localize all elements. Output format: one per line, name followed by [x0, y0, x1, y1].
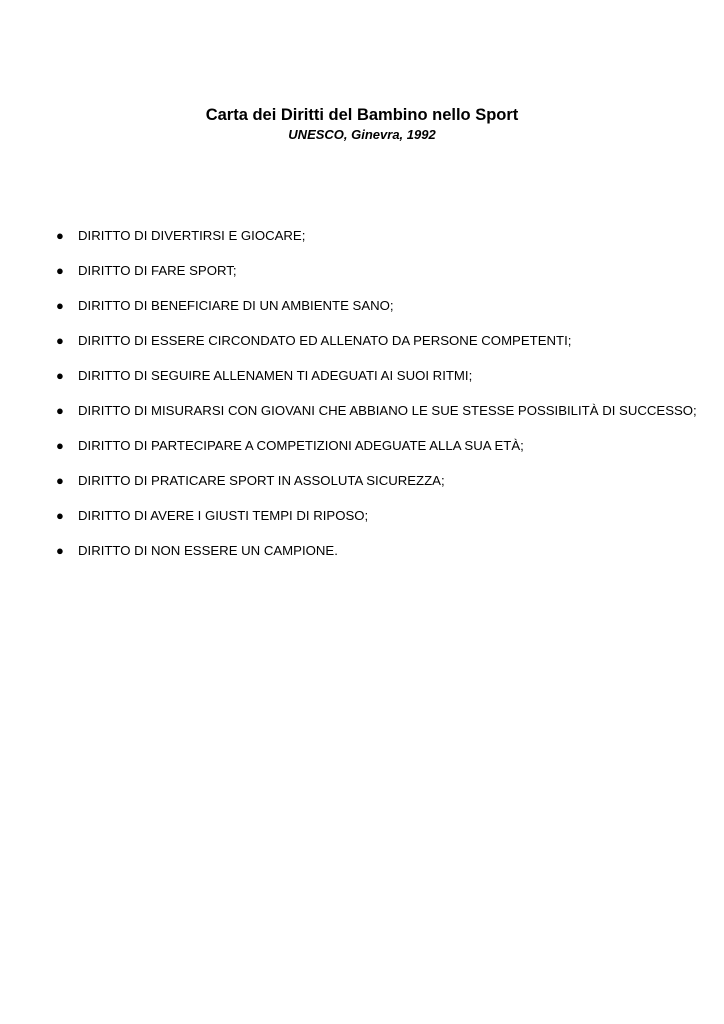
list-item — [0, 358, 724, 393]
list-item — [0, 218, 724, 253]
list-item — [0, 323, 724, 358]
rights-list — [0, 218, 724, 568]
bullet-icon: ● — [56, 333, 64, 348]
bullet-icon: ● — [56, 298, 64, 313]
list-item — [0, 428, 724, 463]
bullet-icon: ● — [56, 543, 64, 558]
bullet-icon: ● — [56, 473, 64, 488]
list-item — [0, 288, 724, 323]
right-text: DIRITTO DI PARTECIPARE A COMPETIZIONI ADEGUATE ALLA SUA ETÀ; — [78, 438, 524, 453]
bullet-icon: ● — [56, 508, 64, 523]
right-text: DIRITTO DI DIVERTIRSI E GIOCARE; — [78, 228, 306, 243]
right-text: DIRITTO DI FARE SPORT; — [78, 263, 237, 278]
right-text: DIRITTO DI NON ESSERE UN CAMPIONE. — [78, 543, 338, 558]
right-text: DIRITTO DI MISURARSI CON GIOVANI CHE ABBIANO LE SUE STESSE POSSIBILITÀ DI SUCCESSO; — [78, 403, 697, 418]
right-text: DIRITTO DI PRATICARE SPORT IN ASSOLUTA SICUREZZA; — [78, 473, 445, 488]
list-item — [0, 463, 724, 498]
right-text: DIRITTO DI ESSERE CIRCONDATO ED ALLENATO DA PERSONE COMPETENTI; — [78, 333, 572, 348]
list-item — [0, 253, 724, 288]
bullet-icon: ● — [56, 263, 64, 278]
bullet-icon: ● — [56, 228, 64, 243]
right-text: DIRITTO DI SEGUIRE ALLENAMEN TI ADEGUATI AI SUOI RITMI; — [78, 368, 473, 383]
list-item — [0, 533, 724, 568]
bullet-icon: ● — [56, 403, 64, 418]
bullet-icon: ● — [56, 438, 64, 453]
list-item — [0, 498, 724, 533]
bullet-icon: ● — [56, 368, 64, 383]
document-subtitle: UNESCO, Ginevra, 1992 — [288, 127, 436, 142]
document-title — [0, 104, 724, 126]
list-item — [0, 393, 724, 428]
document-title-text: Carta dei Diritti del Bambino nello Sport — [205, 106, 519, 124]
right-text: DIRITTO DI AVERE I GIUSTI TEMPI DI RIPOSO; — [78, 508, 369, 523]
right-text: DIRITTO DI BENEFICIARE DI UN AMBIENTE SANO; — [78, 298, 394, 313]
